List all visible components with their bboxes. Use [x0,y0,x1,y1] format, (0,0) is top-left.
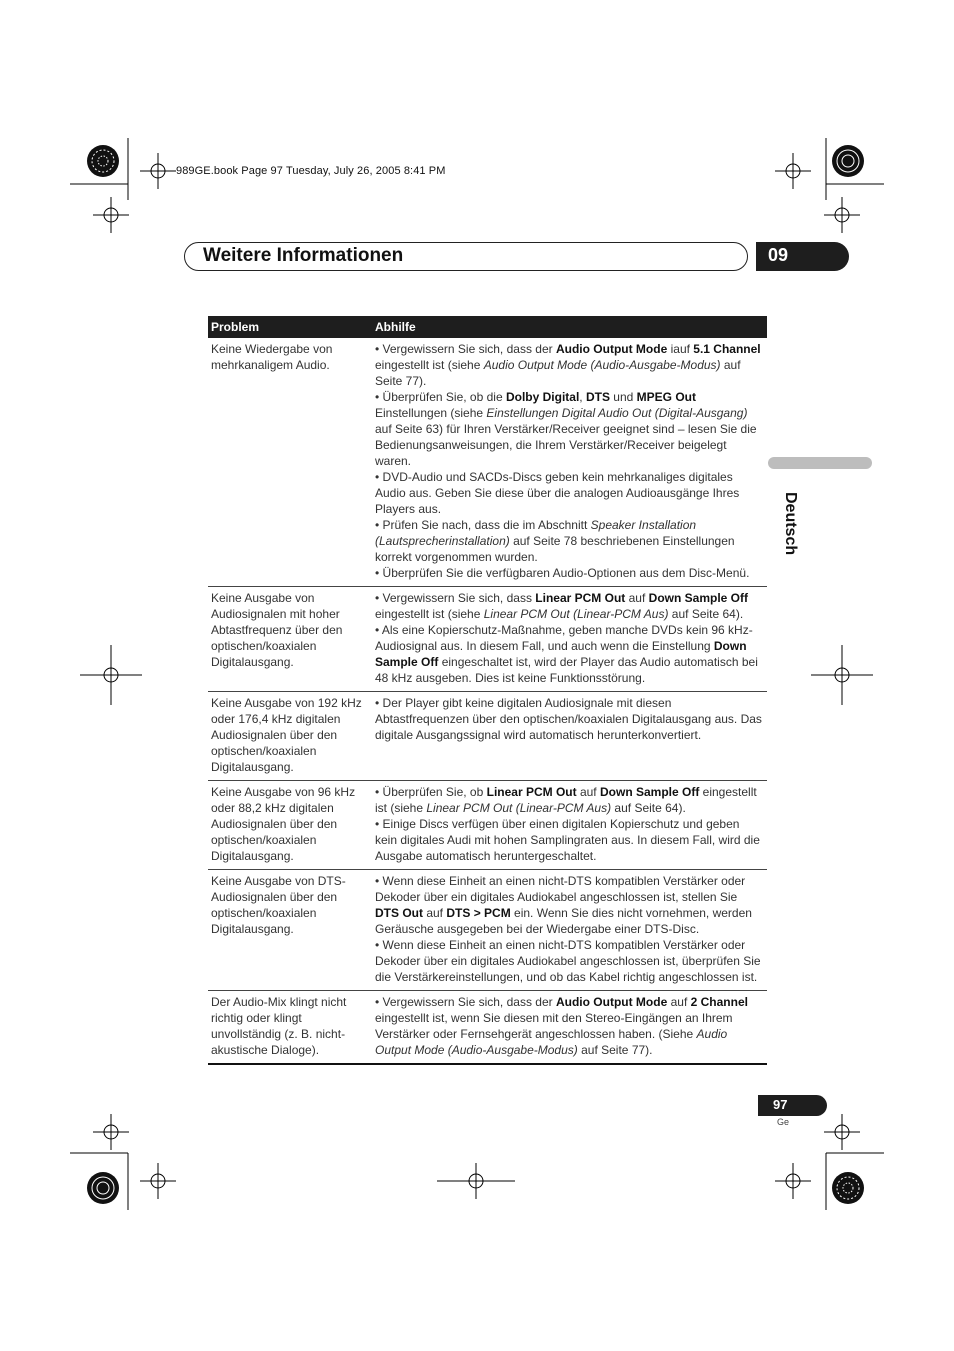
remedy-text: Einstellungen (siehe [375,406,487,420]
remedy-text: ein. Wenn Sie dies nicht vornehmen, werden Geräusche ausgegeben bei der Wiedergabe einer DTS-Disc. [375,906,752,936]
table-row [208,991,767,1065]
page-language-code: Ge [777,1117,790,1127]
cross-reference: Audio Output Mode (Audio-Ausgabe-Modus) [375,1027,728,1057]
remedy-text: • Vergewissern Sie sich, dass der [375,342,556,356]
setting-name: MPEG Out [636,390,697,404]
language-label: Deutsch [782,492,799,556]
troubleshooting-table [208,316,767,1065]
remedy-text: • Überprüfen Sie, ob die [375,390,506,404]
problem-cell: Der Audio-Mix klingt nicht richtig oder klingt unvollständig (z. B. nicht-akustische Dialoge). [208,991,372,1065]
remedy-text: auf Seite 78 beschriebenen Einstellungen korrekt vorgenommen wurden. [375,534,735,564]
table-row [208,870,767,991]
setting-name: Down Sample Off [599,785,700,799]
remedy-text: auf [576,785,600,799]
remedy-cell [372,991,767,1065]
remedy-item [375,816,764,864]
setting-name: 5.1 Channel [693,342,761,356]
cross-reference: Speaker Installation (Lautsprecherinstallation) [375,518,697,548]
remedy-cell [372,338,767,587]
table-row [208,781,767,870]
cross-reference: Audio Output Mode (Audio-Ausgabe-Modus) [483,358,721,372]
remedy-text: • Überprüfen Sie die verfügbaren Audio-Optionen aus dem Disc-Menü. [375,566,750,580]
setting-name: 2 Channel [690,995,748,1009]
remedy-text: • Wenn diese Einheit an einen nicht-DTS kompatiblen Verstärker oder Dekoder über ein digitales Audiokabel angeschlossen ist, stellen Sie [375,874,746,904]
remedy-cell [372,870,767,991]
remedy-item [375,590,764,622]
cross-reference: Linear PCM Out (Linear-PCM Aus) [483,607,669,621]
remedy-text: • DVD-Audio und SACDs-Discs geben kein mehrkanaliges digitales Audio aus. Geben Sie diese über die analogen Audioausgänge Ihres Players aus. [375,470,740,516]
remedy-item [375,622,764,686]
cross-reference: Linear PCM Out (Linear-PCM Aus) [426,801,612,815]
remedy-text: auf Seite 64). [668,607,744,621]
problem-cell: Keine Ausgabe von Audiosignalen mit hoher Abtastfrequenz über den optischen/koaxialen Digitalausgang. [208,587,372,692]
remedy-text: • Einige Discs verfügen über einen digitalen Kopierschutz und geben kein digitales Audi mit hohen Samplingraten aus. In diesem Fall, wird die Ausgabe automatisch heruntergeschaltet. [375,817,760,863]
setting-name: DTS > PCM [446,906,511,920]
setting-name: Down Sample Off [375,639,747,669]
page-number: 97 [773,1097,788,1112]
remedy-text: eingestellt ist, wenn Sie diesen mit den Stereo-Eingängen an Ihrem Verstärker oder Fernsehgerät angeschlossen haben. (Siehe [375,1011,733,1041]
language-tab [768,457,872,469]
table-row [208,587,767,692]
remedy-cell [372,781,767,870]
remedy-text: • Vergewissern Sie sich, dass der [375,995,556,1009]
remedy-item [375,517,764,565]
remedy-text: auf Seite 63) für Ihren Verstärker/Receiver geeignet sind – lesen Sie die Bedienungsanweisungen, die Ihrem Verstärker/Receiver beigelegt waren. [375,422,757,468]
remedy-text: eingestellt ist (siehe [375,785,757,815]
remedy-text: und [609,390,637,404]
remedy-text: • Vergewissern Sie sich, dass [375,591,536,605]
remedy-item [375,565,764,581]
remedy-item [375,784,764,816]
remedy-text: auf [625,591,649,605]
setting-name: Audio Output Mode [555,342,668,356]
table-header-row [208,316,767,338]
problem-cell: Keine Ausgabe von 192 kHz oder 176,4 kHz digitalen Audiosignalen über den optischen/koaxialen Digitalausgang. [208,692,372,781]
problem-cell: Keine Ausgabe von DTS-Audiosignalen über den optischen/koaxialen Digitalausgang. [208,870,372,991]
cross-reference: Einstellungen Digital Audio Out (Digital-Ausgang) [486,406,748,420]
remedy-text: eingestellt ist (siehe [375,607,484,621]
book-header: 989GE.book Page 97 Tuesday, July 26, 2005 8:41 PM [176,165,446,177]
remedy-text: • Überprüfen Sie, ob [375,785,487,799]
header-remedy: Abhilfe [372,316,767,338]
chapter-badge [756,242,849,271]
chapter-title-bar [184,242,748,271]
setting-name: Dolby Digital [505,390,580,404]
remedy-item [375,341,764,389]
remedy-text: auf Seite 64). [611,801,686,815]
table-row [208,692,767,781]
remedy-text: • Der Player gibt keine digitalen Audiosignale mit diesen Abtastfrequenzen über den optischen/koaxialen Digitalausgang aus. Das digitale Ausgangssignal wird automatisch herunterkonvertiert. [375,696,762,742]
remedy-item [375,389,764,469]
chapter-title: Weitere Informationen [203,245,404,266]
problem-cell: Keine Ausgabe von 96 kHz oder 88,2 kHz digitalen Audiosignalen über den optischen/koaxialen Digitalausgang. [208,781,372,870]
chapter-number: 09 [768,245,789,265]
remedy-text: auf Seite 77). [577,1043,653,1057]
setting-name: Linear PCM Out [486,785,577,799]
setting-name: Down Sample Off [648,591,748,605]
page-number-badge [758,1095,827,1116]
remedy-item [375,469,764,517]
remedy-item [375,994,764,1058]
remedy-text: • Als eine Kopierschutz-Maßnahme, geben manche DVDs kein 96 kHz-Audiosignal aus. In diesem Fall, und auch wenn die Einstellung [375,623,753,653]
remedy-text: auf [667,995,691,1009]
remedy-text: auf [423,906,447,920]
remedy-text: iauf [667,342,694,356]
header-problem: Problem [208,316,372,338]
setting-name: Linear PCM Out [535,591,626,605]
remedy-text: eingestellt ist (siehe [375,358,484,372]
remedy-text: • Wenn diese Einheit an einen nicht-DTS kompatiblen Verstärker oder Dekoder über ein digitales Audiokabel angeschlossen ist, überprüfen Sie die Verstärkereinstellungen, und ob das Kabel richtig angeschlossen ist. [375,938,761,984]
remedy-item [375,873,764,937]
remedy-text: eingeschaltet ist, wird der Player das Audio automatisch bei 48 kHz ausgeben. Dies ist keine Funktionsstörung. [375,655,758,685]
remedy-cell [372,692,767,781]
setting-name: Audio Output Mode [555,995,668,1009]
remedy-item [375,937,764,985]
table-row [208,338,767,587]
remedy-text: , [579,390,586,404]
remedy-text: auf Seite 77). [375,358,741,388]
setting-name: DTS Out [375,906,423,920]
remedy-text: • Prüfen Sie nach, dass die im Abschnitt [375,518,591,532]
remedy-cell [372,587,767,692]
setting-name: DTS [585,390,610,404]
problem-cell: Keine Wiedergabe von mehrkanaligem Audio. [208,338,372,587]
remedy-item [375,695,764,743]
